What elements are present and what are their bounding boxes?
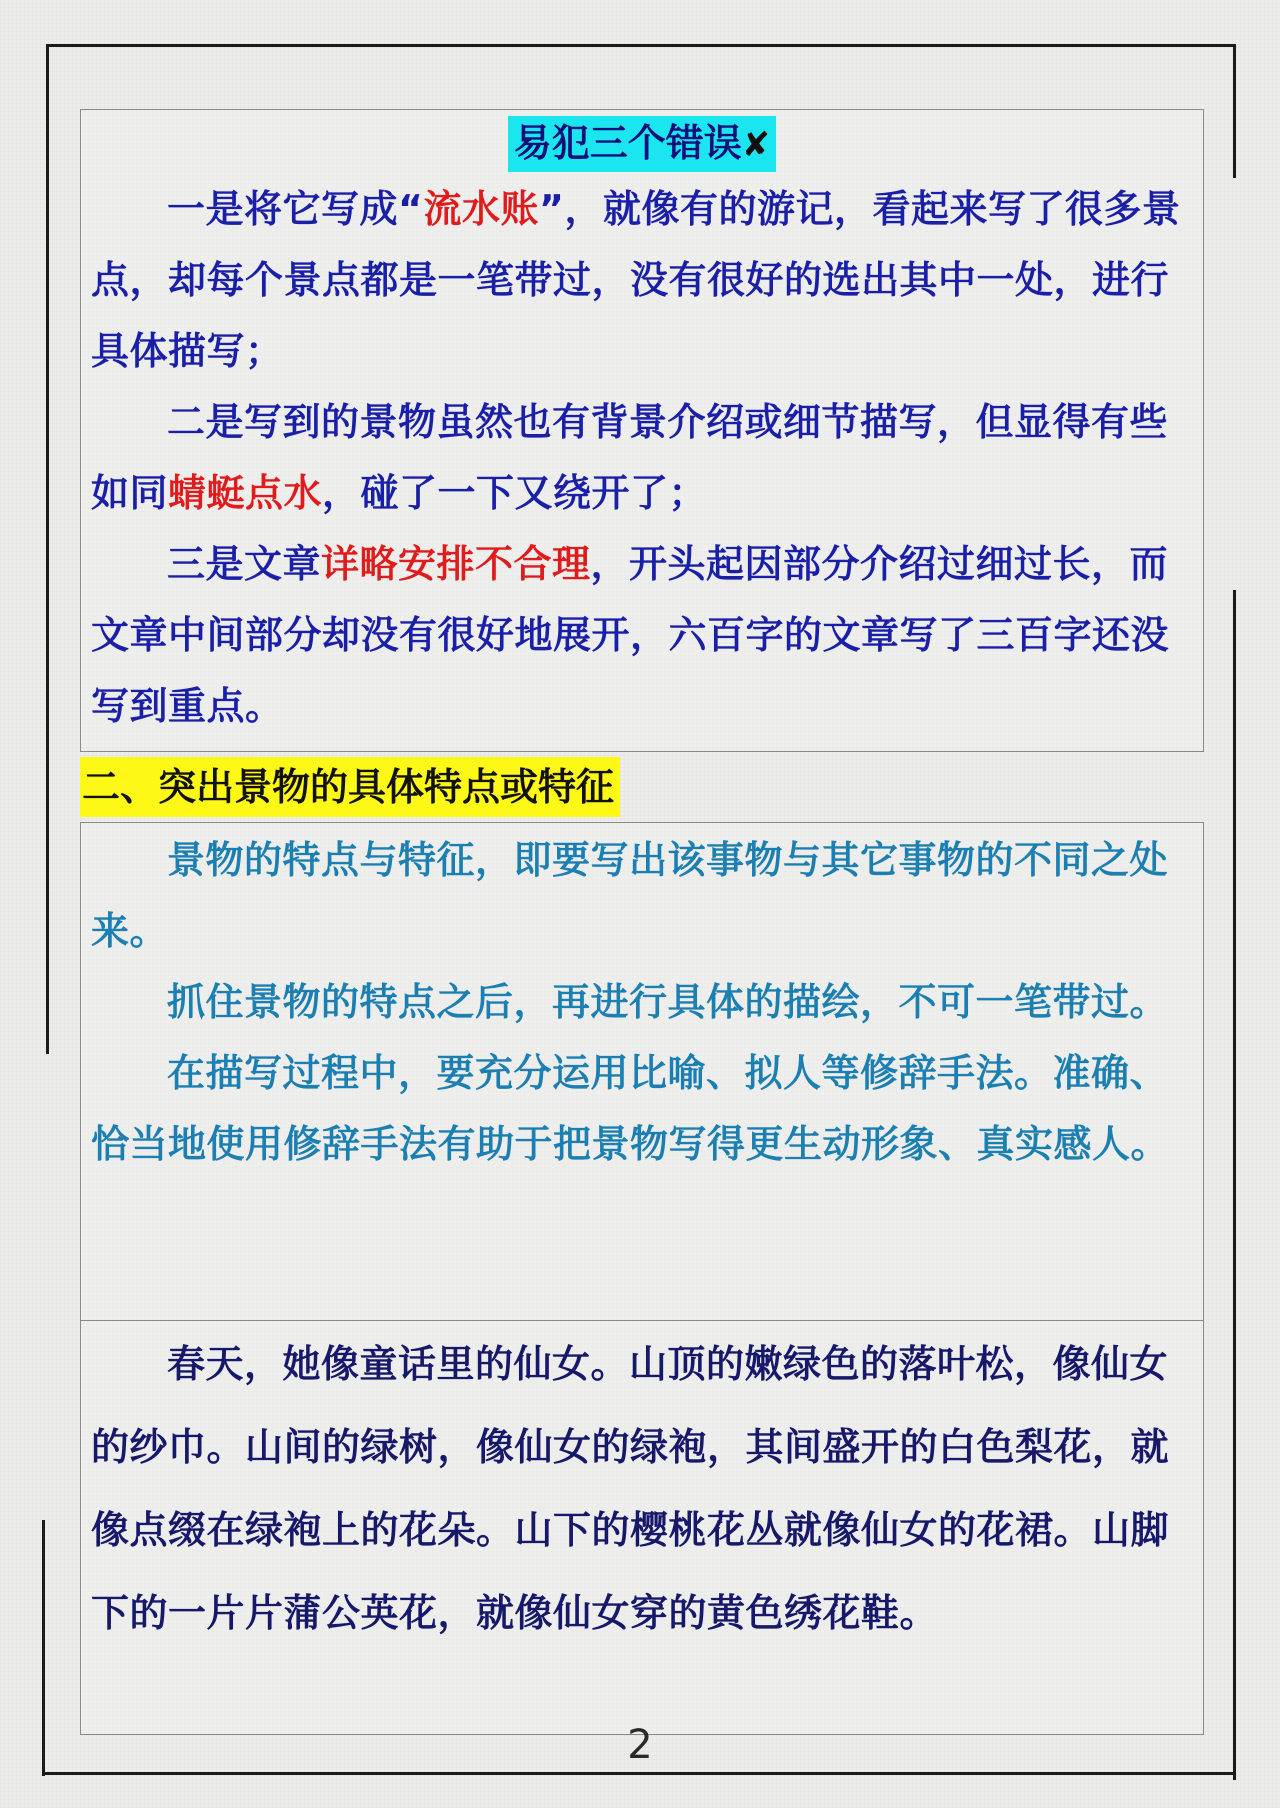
- mistake-paragraph-3: 三是文章详略安排不合理，开头起因部分介绍过细过长，而文章中间部分却没有很好地展开，六百字的文章写了三百字还没写到重点。: [91, 542, 1170, 728]
- section2-heading: 二、突出景物的具体特点或特征: [80, 757, 620, 817]
- features-paragraph-1: 景物的特点与特征，即要写出该事物与其它事物的不同之处来。: [91, 838, 1169, 953]
- mistakes-box: [80, 109, 1204, 752]
- emphasis-arrangement: 详略安排不合理: [321, 542, 591, 586]
- frame-top-line: [46, 44, 1236, 47]
- frame-left-line-top: [46, 44, 49, 1054]
- mistakes-title-row: [81, 110, 1203, 174]
- features-paragraph-2: 抓住景物的特点之后，再进行具体的描绘，不可一笔带过。: [167, 980, 1169, 1024]
- features-paragraph-3: 在描写过程中，要充分运用比喻、拟人等修辞手法。准确、恰当地使用修辞手法有助于把景物写得更生动形象、真实感人。: [91, 1051, 1170, 1166]
- frame-bottom-line: [42, 1772, 1236, 1775]
- frame-left-line-bottom: [42, 1520, 45, 1776]
- cross-mark-icon: ✘: [741, 125, 771, 165]
- emphasis-dragonfly: 蜻蜓点水: [168, 471, 323, 515]
- emphasis-ledger: 流水账: [423, 187, 539, 231]
- frame-right-line-top: [1233, 44, 1236, 178]
- example-box: [80, 1320, 1204, 1735]
- features-box: [80, 822, 1204, 1321]
- mistakes-title: 易犯三个错误✘: [508, 116, 777, 172]
- mistake-paragraph-2: 二是写到的景物虽然也有背景介绍或细节描写，但显得有些如同蜻蜓点水，碰了一下又绕开了；: [91, 400, 1169, 515]
- example-paragraph: 春天，她像童话里的仙女。山顶的嫩绿色的落叶松，像仙女的纱巾。山间的绿树，像仙女的绿袍，其间盛开的白色梨花，就像点缀在绿袍上的花朵。山下的樱桃花丛就像仙女的花裙。山脚下的一片片蒲公英花，就像仙女穿的黄色绣花鞋。: [91, 1342, 1170, 1635]
- mistake-paragraph-1: 一是将它写成“流水账”，就像有的游记，看起来写了很多景点，却每个景点都是一笔带过，没有很好的选出其中一处，进行具体描写；: [91, 187, 1181, 373]
- page-number: 2: [627, 1722, 653, 1768]
- frame-right-line-bottom: [1233, 590, 1236, 1780]
